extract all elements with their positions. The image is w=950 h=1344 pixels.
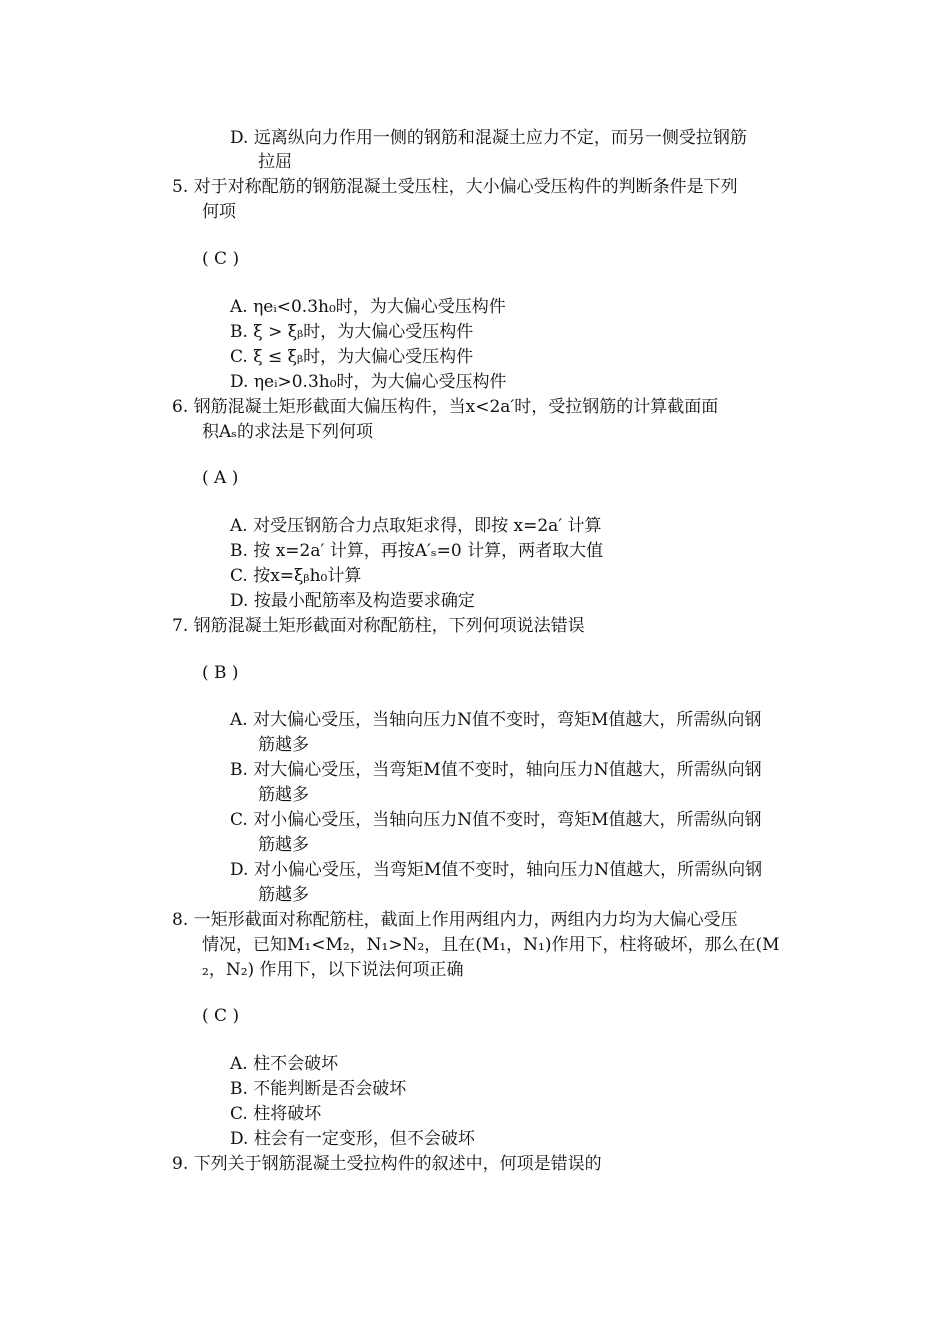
question-8-line3: ₂，N₂) 作用下，以下说法何项正确	[202, 960, 464, 980]
question-5-line2: 何项	[202, 202, 236, 222]
option-d-q4-line2: 拉屈	[258, 152, 292, 172]
question-5-line1: 5. 对于对称配筋的钢筋混凝土受压柱，大小偏心受压构件的判断条件是下列	[172, 177, 738, 197]
question-7-option-d-line1: D. 对小偏心受压，当弯矩M值不变时，轴向压力N值越大，所需纵向钢	[230, 860, 763, 880]
question-8-option-c: C. 柱将破坏	[230, 1104, 322, 1124]
question-8-option-d: D. 柱会有一定变形，但不会破坏	[230, 1129, 475, 1149]
question-7-line1: 7. 钢筋混凝土矩形截面对称配筋柱，下列何项说法错误	[172, 616, 585, 636]
question-5-option-c: C. ξ ≤ ξᵦ时，为大偏心受压构件	[230, 347, 474, 367]
question-6-line2: 积Aₛ的求法是下列何项	[202, 422, 374, 442]
question-6-line1: 6. 钢筋混凝土矩形截面大偏压构件，当x<2a′时，受拉钢筋的计算截面面	[172, 397, 719, 417]
question-7-option-d-line2: 筋越多	[258, 885, 309, 905]
question-8-line2: 情况，已知M₁<M₂，N₁>N₂，且在(M₁，N₁)作用下，柱将破坏，那么在(M	[202, 935, 780, 955]
question-5-option-a: A. ηeᵢ<0.3h₀时，为大偏心受压构件	[230, 297, 506, 317]
question-7-option-c-line1: C. 对小偏心受压，当轴向压力N值不变时，弯矩M值越大，所需纵向钢	[230, 810, 762, 830]
question-7-option-a-line2: 筋越多	[258, 735, 309, 755]
question-8-line1: 8. 一矩形截面对称配筋柱，截面上作用两组内力，两组内力均为大偏心受压	[172, 910, 738, 930]
question-8-option-a: A. 柱不会破坏	[230, 1054, 339, 1074]
question-5-option-d: D. ηeᵢ>0.3h₀时，为大偏心受压构件	[230, 372, 507, 392]
option-d-q4-line1: D. 远离纵向力作用一侧的钢筋和混凝土应力不定，而另一侧受拉钢筋	[230, 128, 747, 148]
question-8-option-b: B. 不能判断是否会破坏	[230, 1079, 407, 1099]
question-6-option-c: C. 按x=ξᵦh₀计算	[230, 566, 362, 586]
question-6-option-a: A. 对受压钢筋合力点取矩求得，即按 x=2a′ 计算	[230, 516, 602, 536]
question-7-option-b-line2: 筋越多	[258, 785, 309, 805]
question-6-answer: ( A )	[202, 468, 239, 488]
question-7-answer: ( B )	[202, 663, 239, 683]
question-7-option-b-line1: B. 对大偏心受压，当弯矩M值不变时，轴向压力N值越大，所需纵向钢	[230, 760, 762, 780]
question-6-option-d: D. 按最小配筋率及构造要求确定	[230, 591, 475, 611]
question-8-answer: ( C )	[202, 1006, 240, 1026]
question-5-option-b: B. ξ > ξᵦ时，为大偏心受压构件	[230, 322, 474, 342]
question-6-option-b: B. 按 x=2a′ 计算，再按A′ₛ=0 计算，两者取大值	[230, 541, 604, 561]
question-9-line1: 9. 下列关于钢筋混凝土受拉构件的叙述中，何项是错误的	[172, 1154, 602, 1174]
question-7-option-c-line2: 筋越多	[258, 835, 309, 855]
question-7-option-a-line1: A. 对大偏心受压，当轴向压力N值不变时，弯矩M值越大，所需纵向钢	[230, 710, 762, 730]
question-5-answer: ( C )	[202, 249, 240, 269]
